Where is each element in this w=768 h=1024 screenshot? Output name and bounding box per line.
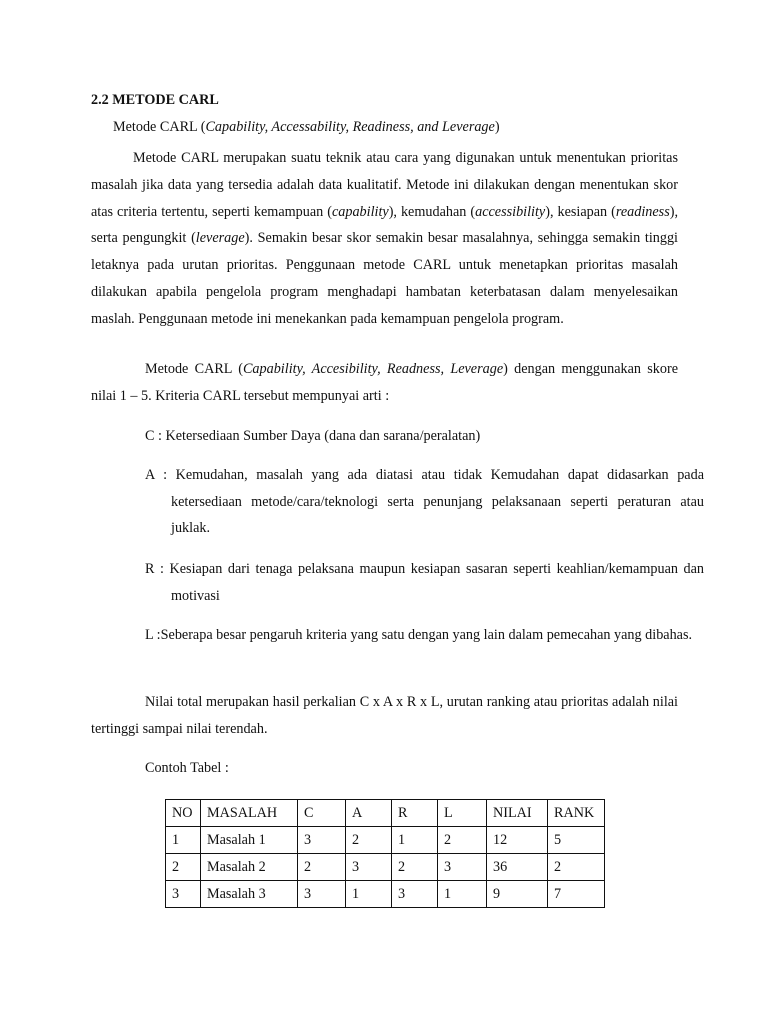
- criteria-c: C : Ketersediaan Sumber Daya (dana dan sarana/peralatan): [145, 428, 481, 444]
- header-rank: RANK: [548, 800, 605, 827]
- cell-l: 1: [438, 881, 487, 908]
- header-masalah: MASALAH: [201, 800, 298, 827]
- para2-text-1: Metode CARL (: [145, 361, 243, 377]
- cell-nilai: 12: [487, 827, 548, 854]
- cell-no: 1: [166, 827, 201, 854]
- cell-nilai: 36: [487, 854, 548, 881]
- cell-masalah: Masalah 1: [201, 827, 298, 854]
- cell-masalah: Masalah 2: [201, 854, 298, 881]
- para2-text-2: ) dengan menggunakan skore nilai 1 – 5. Kriteria CARL tersebut mempunyai arti :: [91, 361, 679, 404]
- example-table-label: Contoh Tabel :: [145, 760, 229, 776]
- table-row: [166, 827, 605, 854]
- para3-text: Nilai total merupakan hasil perkalian C x A x R x L, urutan ranking atau prioritas adalah nilai tertinggi sampai nilai terendah.: [91, 694, 678, 737]
- paragraph-nilai-total: [91, 689, 678, 743]
- subheading-suffix: ): [494, 119, 500, 135]
- header-a: A: [346, 800, 392, 827]
- table-header-row: [166, 800, 605, 827]
- subheading-italic: Capability, Accessability, Readiness, and Leverage: [205, 119, 495, 135]
- para2-italic: Capability, Accesibility, Readness, Leverage: [242, 361, 504, 377]
- criteria-r: R : Kesiapan dari tenaga pelaksana maupun kesiapan sasaran seperti keahlian/kemampuan dan motivasi: [145, 561, 704, 604]
- subheading: [113, 119, 500, 136]
- header-r: R: [392, 800, 438, 827]
- para1-text-2: ), kemudahan (: [388, 203, 476, 220]
- cell-l: 2: [438, 827, 487, 854]
- paragraph-carl-score: [91, 356, 678, 410]
- cell-a: 2: [346, 827, 392, 854]
- cell-c: 3: [298, 827, 346, 854]
- table-row: [166, 881, 605, 908]
- para1-text-4: ), serta pengungkit (: [91, 203, 678, 247]
- cell-a: 3: [346, 854, 392, 881]
- cell-masalah: Masalah 3: [201, 881, 298, 908]
- section-heading: 2.2 METODE CARL: [91, 92, 219, 108]
- cell-r: 3: [392, 881, 438, 908]
- para1-italic-readiness: readiness: [615, 203, 670, 220]
- header-no: NO: [166, 800, 201, 827]
- cell-nilai: 9: [487, 881, 548, 908]
- para1-italic-accessibility: accessibility: [475, 203, 546, 220]
- header-c: C: [298, 800, 346, 827]
- cell-r: 2: [392, 854, 438, 881]
- header-nilai: NILAI: [487, 800, 548, 827]
- cell-rank: 5: [548, 827, 605, 854]
- para1-text-3: ), kesiapan (: [545, 203, 616, 220]
- carl-example-table: [165, 799, 605, 908]
- criteria-l: L :Seberapa besar pengaruh kriteria yang satu dengan yang lain dalam pemecahan yang dibahas.: [145, 627, 693, 643]
- cell-c: 2: [298, 854, 346, 881]
- cell-rank: 7: [548, 881, 605, 908]
- para1-text-1: Metode CARL merupakan suatu teknik atau cara yang digunakan untuk menentukan prioritas masalah jika data yang tersedia adalah data kualitatif. Metode ini dilakukan dengan menentukan skor atas criteria tertentu, seperti kemampuan (: [91, 150, 678, 220]
- cell-no: 3: [166, 881, 201, 908]
- paragraph-carl-definition: [91, 145, 678, 333]
- cell-r: 1: [392, 827, 438, 854]
- para1-text-5: ). Semakin besar skor semakin besar masalahnya, sehingga semakin tinggi letaknya pada urutan prioritas. Penggunaan metode CARL untuk menetapkan prioritas masalah dilakukan apabila pengelola program menghadapi hambatan keterbatasan dalam menyelesaikan maslah. Penggunaan metode ini menekankan pada kemampuan pengelola program.: [91, 230, 678, 327]
- cell-rank: 2: [548, 854, 605, 881]
- para1-italic-leverage: leverage: [195, 230, 245, 247]
- cell-l: 3: [438, 854, 487, 881]
- header-l: L: [438, 800, 487, 827]
- para1-italic-capability: capability: [331, 203, 389, 220]
- subheading-prefix: Metode CARL (: [113, 119, 206, 135]
- table-row: [166, 854, 605, 881]
- cell-no: 2: [166, 854, 201, 881]
- cell-c: 3: [298, 881, 346, 908]
- cell-a: 1: [346, 881, 392, 908]
- criteria-a: A : Kemudahan, masalah yang ada diatasi atau tidak Kemudahan dapat didasarkan pada ketersediaan metode/cara/teknologi serta penunjang pelaksanaan seperti peraturan atau juklak.: [145, 467, 704, 536]
